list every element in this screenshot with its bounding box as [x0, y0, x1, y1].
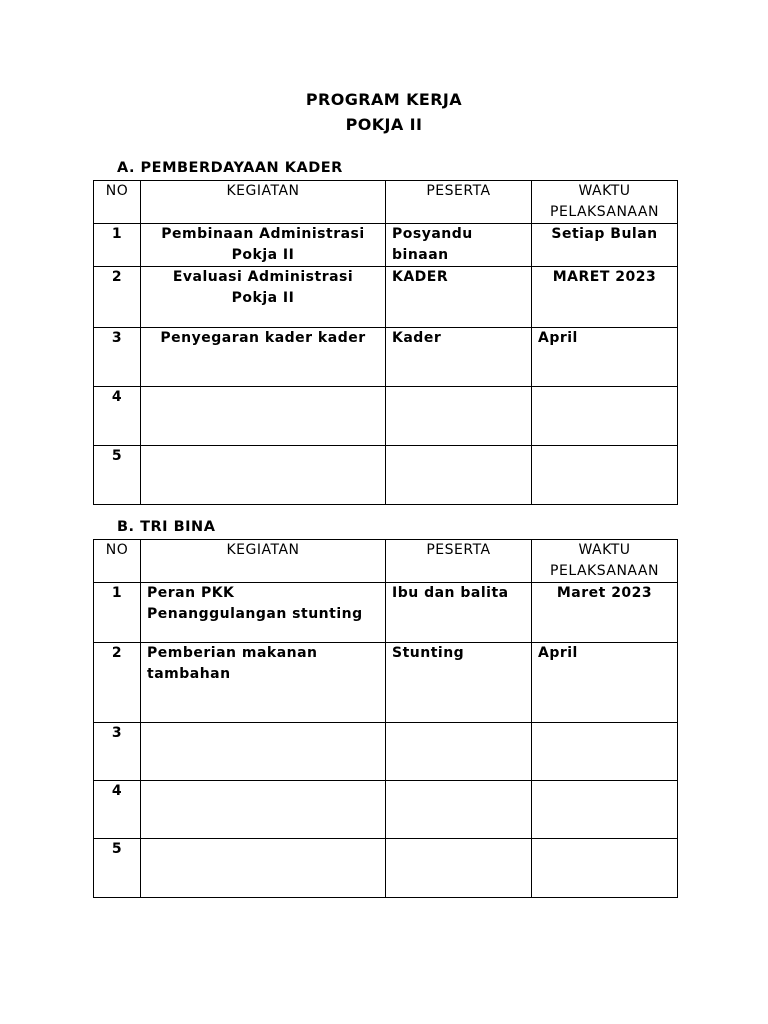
cell-kegiatan [141, 446, 386, 505]
header-waktu: WAKTU PELAKSANAAN [532, 540, 678, 583]
cell-peserta [386, 387, 532, 446]
header-waktu: WAKTU PELAKSANAAN [532, 181, 678, 224]
cell-waktu [532, 781, 678, 839]
cell-waktu: April [532, 643, 678, 723]
cell-kegiatan: Penyegaran kader kader [141, 328, 386, 387]
table-row [94, 328, 678, 387]
cell-peserta: Ibu dan balita [386, 583, 532, 643]
cell-kegiatan: Peran PKK Penanggulangan stunting [141, 583, 386, 643]
cell-kegiatan: Pemberian makanan tambahan [141, 643, 386, 723]
document-subtitle: POKJA II [345, 115, 423, 134]
cell-no: 1 [94, 583, 141, 643]
table-row [94, 224, 678, 267]
cell-peserta [386, 839, 532, 898]
cell-peserta: Stunting [386, 643, 532, 723]
table-header-row [94, 540, 678, 583]
cell-peserta [386, 781, 532, 839]
cell-no: 2 [94, 643, 141, 723]
header-no: NO [94, 540, 141, 583]
section-b-table [93, 539, 678, 898]
cell-peserta: Kader [386, 328, 532, 387]
cell-peserta [386, 446, 532, 505]
document-title: PROGRAM KERJA [305, 90, 463, 109]
section-b-heading: B. TRI BINA [117, 519, 216, 535]
header-kegiatan: KEGIATAN [141, 181, 386, 224]
cell-no: 4 [94, 387, 141, 446]
cell-waktu [532, 839, 678, 898]
cell-kegiatan [141, 781, 386, 839]
table-row [94, 387, 678, 446]
cell-no: 2 [94, 267, 141, 328]
table-row [94, 446, 678, 505]
cell-waktu: Setiap Bulan [532, 224, 678, 267]
header-peserta: PESERTA [386, 181, 532, 224]
table-row [94, 267, 678, 328]
section-a-heading: A. PEMBERDAYAAN KADER [117, 160, 343, 176]
cell-waktu [532, 387, 678, 446]
cell-no: 1 [94, 224, 141, 267]
header-peserta: PESERTA [386, 540, 532, 583]
table-row [94, 723, 678, 781]
cell-waktu: MARET 2023 [532, 267, 678, 328]
section-a-table [93, 180, 678, 505]
header-kegiatan: KEGIATAN [141, 540, 386, 583]
cell-peserta: Posyandu binaan [386, 224, 532, 267]
cell-no: 4 [94, 781, 141, 839]
table-header-row [94, 181, 678, 224]
table-row [94, 781, 678, 839]
cell-no: 3 [94, 723, 141, 781]
table-row [94, 643, 678, 723]
cell-no: 5 [94, 839, 141, 898]
cell-peserta: KADER [386, 267, 532, 328]
cell-kegiatan: Evaluasi Administrasi Pokja II [141, 267, 386, 328]
cell-kegiatan [141, 387, 386, 446]
cell-peserta [386, 723, 532, 781]
cell-kegiatan [141, 723, 386, 781]
cell-no: 5 [94, 446, 141, 505]
table-row [94, 583, 678, 643]
cell-waktu [532, 446, 678, 505]
cell-waktu: April [532, 328, 678, 387]
header-no: NO [94, 181, 141, 224]
cell-kegiatan: Pembinaan Administrasi Pokja II [141, 224, 386, 267]
cell-waktu: Maret 2023 [532, 583, 678, 643]
cell-waktu [532, 723, 678, 781]
cell-kegiatan [141, 839, 386, 898]
table-row [94, 839, 678, 898]
cell-no: 3 [94, 328, 141, 387]
